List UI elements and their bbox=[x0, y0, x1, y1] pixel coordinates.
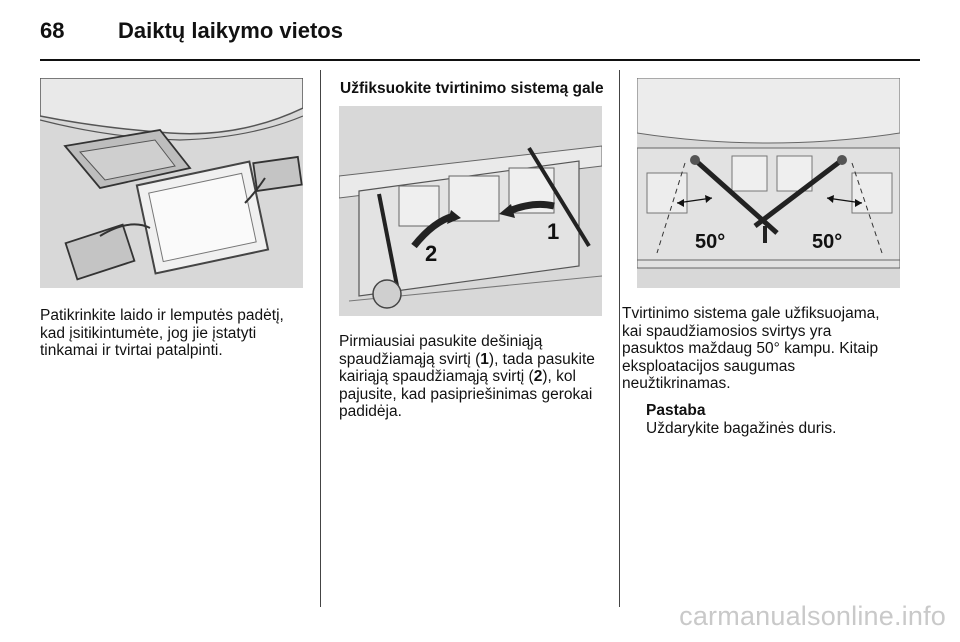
section-heading: Užfiksuokite tvirtinimo sistemą gale bbox=[340, 80, 604, 97]
note-block bbox=[646, 402, 906, 437]
text-line: kai spaudžiamosios svirtys yra bbox=[622, 322, 832, 340]
header-rule bbox=[40, 59, 920, 61]
page-header bbox=[40, 16, 343, 46]
callout-1: 1 bbox=[547, 219, 560, 244]
text-line: Tvirtinimo sistema gale užfiksuojama, bbox=[622, 305, 880, 322]
column-divider-left bbox=[320, 70, 321, 607]
text-line: spaudžiamąją svirtį (1), tada pasukite bbox=[339, 350, 595, 368]
note-text: Uždarykite bagažinės duris. bbox=[646, 419, 837, 437]
column-divider-right bbox=[619, 70, 620, 607]
col2-text bbox=[339, 333, 611, 421]
watermark: carmanualsonline.info bbox=[679, 601, 946, 631]
text-line: pajusite, kad pasipriešinimas gerokai bbox=[339, 385, 593, 403]
page-number: 68 bbox=[40, 18, 65, 43]
figure-license-plate-light bbox=[40, 78, 303, 288]
text-line: Pirmiausiai pasukite dešiniąją bbox=[339, 333, 543, 350]
text-line: tinkamai ir tvirtai patalpinti. bbox=[40, 342, 223, 359]
text-line: eksploatacijos saugumas bbox=[622, 357, 796, 375]
col1-text bbox=[40, 307, 312, 360]
figure-lever-angle bbox=[637, 78, 900, 288]
text-line: kad įsitikintumėte, jog jie įstatyti bbox=[40, 324, 257, 342]
note-heading: Pastaba bbox=[646, 402, 706, 419]
angle-label-left: 50° bbox=[695, 231, 726, 253]
figure-rear-fixing-levers bbox=[339, 106, 602, 316]
page-title: Daiktų laikymo vietos bbox=[118, 18, 343, 43]
col3-text bbox=[622, 305, 912, 393]
angle-label-right: 50° bbox=[812, 231, 843, 253]
text-line: pasuktos maždaug 50° kampu. Kitaip bbox=[622, 340, 879, 357]
callout-2: 2 bbox=[425, 241, 438, 266]
text-line: neužtikrinamas. bbox=[622, 375, 731, 392]
text-line: padidėja. bbox=[339, 403, 402, 420]
text-line: Patikrinkite laido ir lemputės padėtį, bbox=[40, 307, 284, 324]
text-line: kairiąją spaudžiamąją svirtį (2), kol bbox=[339, 368, 576, 385]
